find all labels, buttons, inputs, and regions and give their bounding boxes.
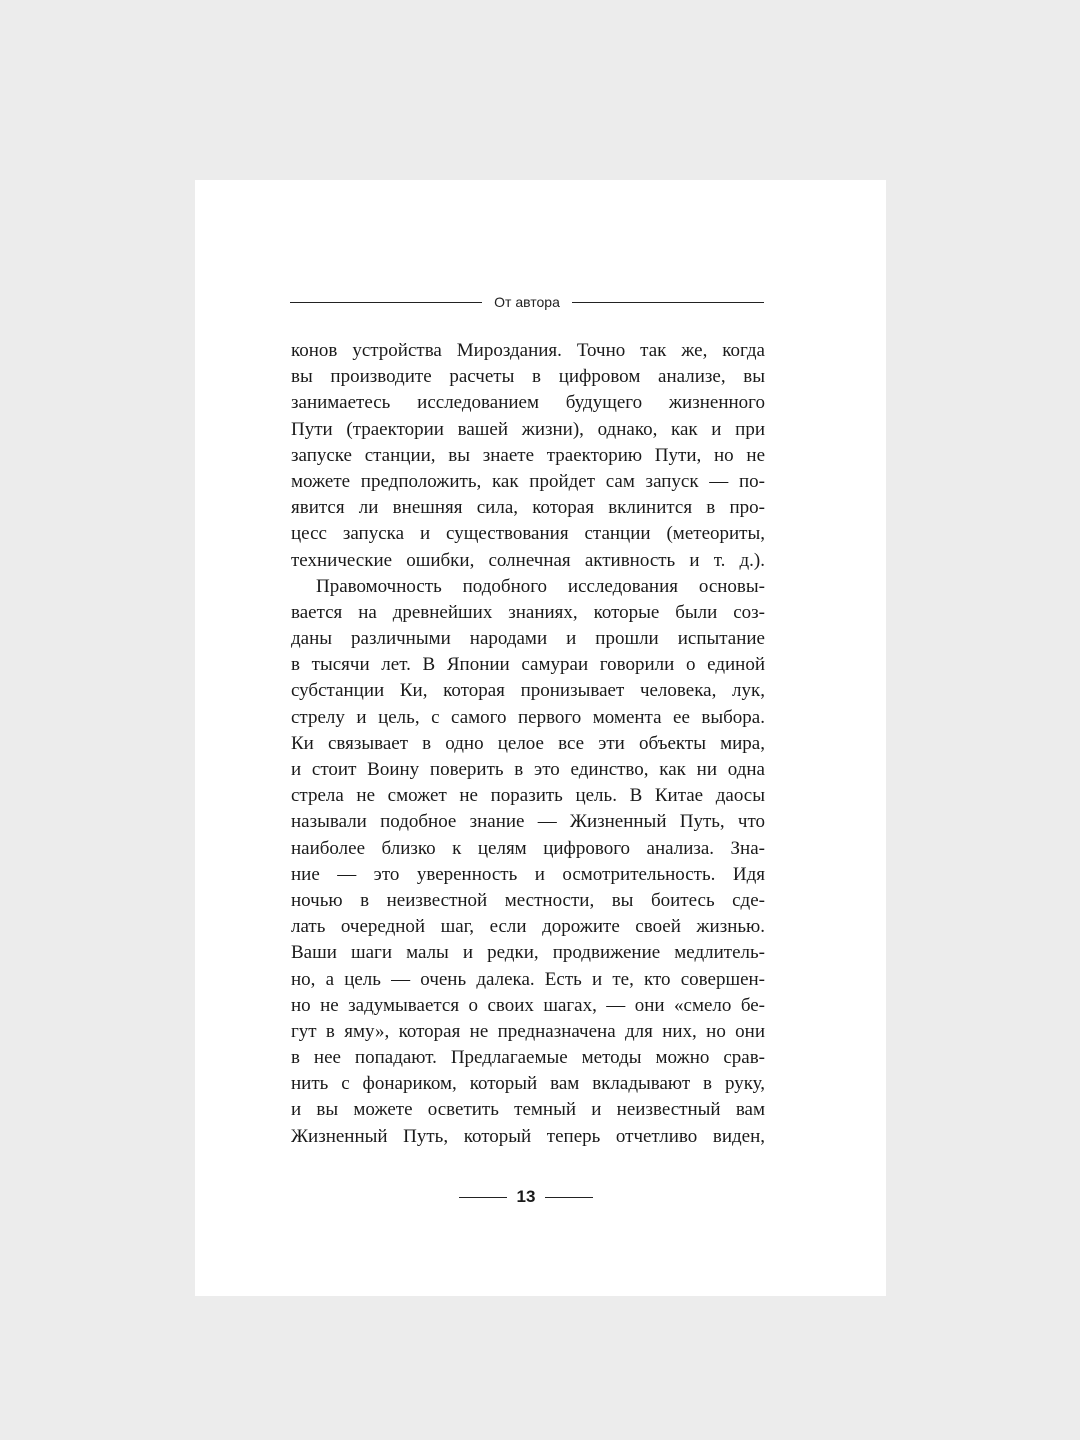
- text-line: даны различными народами и прошли испытание: [291, 628, 765, 650]
- text-line: цесс запуска и существования станции (метеориты,: [291, 523, 765, 545]
- text-line: и вы можете осветить темный и неизвестный вам: [291, 1099, 765, 1121]
- text-line: гут в яму», которая не предназначена для них, но они: [291, 1020, 765, 1042]
- text-line: технические ошибки, солнечная активность и т. д.).: [291, 549, 765, 571]
- running-head-rule-right: [572, 302, 764, 303]
- text-line: нить с фонариком, который вам вкладывают в руку,: [291, 1073, 765, 1095]
- paragraph-first-line: Правомочность подобного исследования основы-: [316, 575, 765, 597]
- text-line: наиболее близко к целям цифрового анализа. Зна-: [291, 837, 765, 859]
- running-head-rule-left: [290, 302, 482, 303]
- text-line: в тысячи лет. В Японии самураи говорили о единой: [291, 654, 765, 676]
- text-line: Ваши шаги малы и редки, продвижение медлитель-: [291, 942, 765, 964]
- text-line: называли подобное знание — Жизненный Путь, что: [291, 811, 765, 833]
- text-line: конов устройства Мироздания. Точно так же, когда: [291, 340, 765, 361]
- text-line: вается на древнейших знаниях, которые были соз-: [291, 601, 765, 623]
- text-line: запуске станции, вы знаете траекторию Пути, но не: [291, 444, 765, 466]
- running-head-title: От автора: [494, 294, 560, 310]
- page-number: 13: [516, 1187, 536, 1206]
- folio-rule-right: [545, 1197, 593, 1198]
- text-line: явится ли внешняя сила, которая вклинится в про-: [291, 497, 765, 519]
- text-line: ночью в неизвестной местности, вы боитесь сде-: [291, 889, 765, 911]
- text-line: стрела не сможет не поразить цель. В Китае даосы: [291, 785, 765, 807]
- text-line: и стоит Воину поверить в это единство, как ни одна: [291, 759, 765, 780]
- text-line: стрелу и цель, с самого первого момента ее выбора.: [291, 706, 765, 728]
- text-line: вы производите расчеты в цифровом анализе, вы: [291, 366, 765, 388]
- text-line: в нее попадают. Предлагаемые методы можно срав-: [291, 1047, 765, 1069]
- text-line: субстанции Ки, которая пронизывает человека, лук,: [291, 680, 765, 702]
- text-line: Ки связывает в одно целое все эти объекты мира,: [291, 732, 765, 754]
- book-page: [195, 180, 886, 1296]
- body-text: [291, 338, 765, 1150]
- folio-rule-left: [459, 1197, 507, 1198]
- text-line: Пути (траектории вашей жизни), однако, как и при: [291, 418, 765, 440]
- running-head: [290, 290, 764, 314]
- text-line: но не задумывается о своих шагах, — они «смело бе-: [291, 994, 765, 1016]
- page-folio: [459, 1185, 593, 1209]
- text-line: лать очередной шаг, если дорожите своей жизнью.: [291, 916, 765, 938]
- text-line: ние — это уверенность и осмотрительность. Идя: [291, 863, 765, 885]
- text-line: занимаетесь исследованием будущего жизненного: [291, 392, 765, 414]
- text-line: но, а цель — очень далека. Есть и те, кто совершен-: [291, 968, 765, 990]
- text-line: можете предположить, как пройдет сам запуск — по-: [291, 470, 765, 492]
- text-line: Жизненный Путь, который теперь отчетливо виден,: [291, 1125, 765, 1147]
